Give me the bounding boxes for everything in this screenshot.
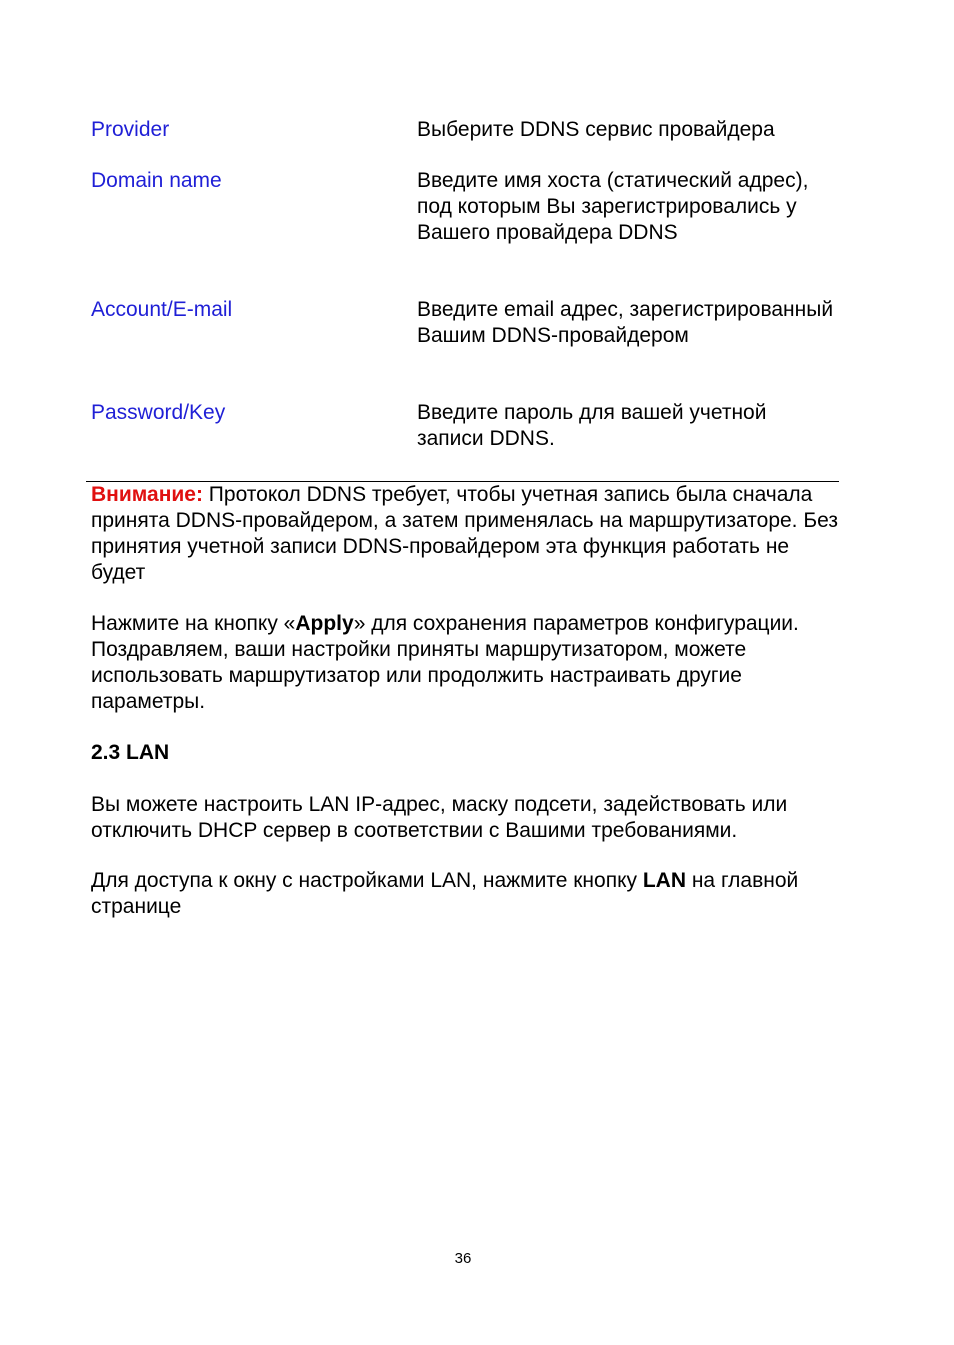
apply-text-after: » для сохранения параметров конфигурации. Поздравляем, ваши настройки приняты маршрутизатором, можете использовать маршрутизатор или продолжить настраивать другие параметры. xyxy=(91,612,799,713)
apply-text-before: Нажмите на кнопку « xyxy=(91,612,296,635)
definition-description: Введите пароль для вашей учетной записи DDNS. xyxy=(417,401,767,450)
lan-access-text-after: на главной странице xyxy=(91,869,799,918)
section-heading: 2.3 LAN xyxy=(91,741,170,764)
lan-access-paragraph xyxy=(91,868,841,920)
definition-term: Domain name xyxy=(91,169,222,192)
warning-paragraph xyxy=(91,482,841,586)
definition-description: Выберите DDNS сервис провайдера xyxy=(417,118,775,141)
warning-label: Внимание: xyxy=(91,483,203,506)
apply-keyword: Apply xyxy=(295,612,354,635)
definition-description: Введите email адрес, зарегистрированный Вашим DDNS-провайдером xyxy=(417,298,834,347)
warning-text: Протокол DDNS требует, чтобы учетная запись была сначала принята DDNS-провайдером, а затем применялась на маршрутизаторе. Без принятия учетной записи DDNS-провайдером эта функция работать не будет xyxy=(91,483,838,584)
definition-description: Введите имя хоста (статический адрес), под которым Вы зарегистрировались у Вашего провайдера DDNS xyxy=(417,169,809,244)
lan-keyword: LAN xyxy=(642,869,686,892)
apply-paragraph xyxy=(91,611,841,715)
page-number: 36 xyxy=(454,1250,472,1267)
definition-term: Password/Key xyxy=(91,401,226,424)
definition-term: Provider xyxy=(91,118,170,141)
lan-access-text-before: Для доступа к окну с настройками LAN, нажмите кнопку xyxy=(91,869,643,892)
definition-term: Account/E-mail xyxy=(91,298,233,321)
lan-intro-paragraph: Вы можете настроить LAN IP-адрес, маску подсети, задействовать или отключить DHCP сервер в соответствии с Вашими требованиями. xyxy=(91,793,788,842)
